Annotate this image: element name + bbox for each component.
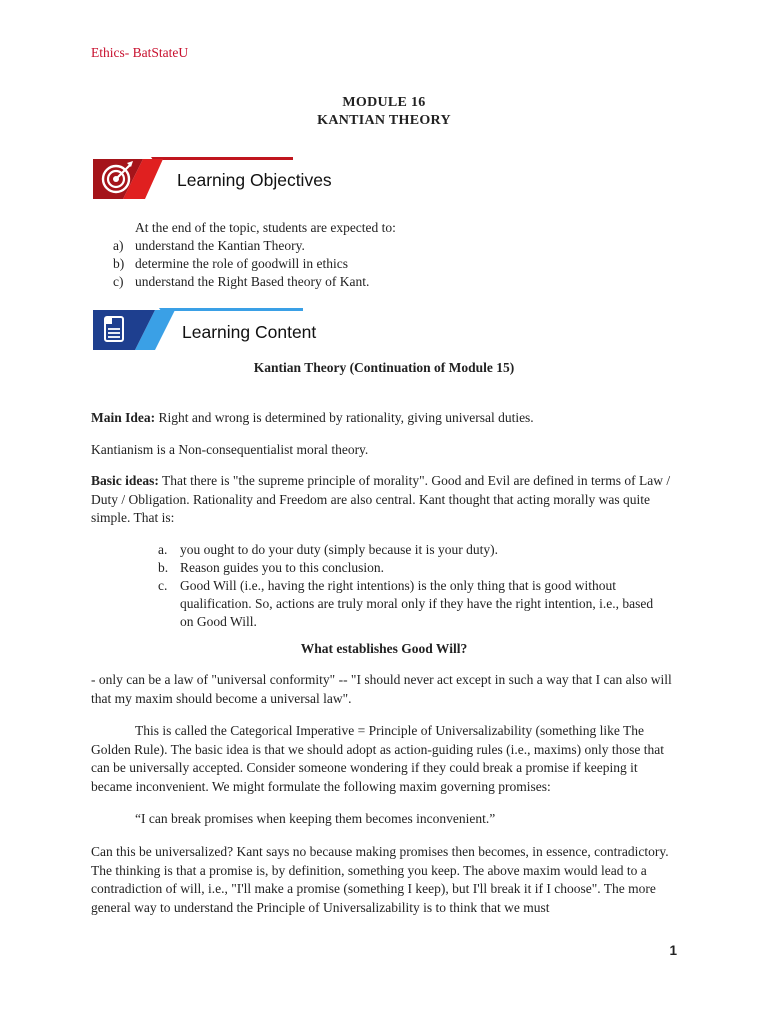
list-item-label: a) <box>113 238 124 253</box>
learning-content-banner <box>93 306 353 352</box>
basic-ideas-text: That there is "the supreme principle of morality". Good and Evil are defined in terms of Law / Duty / Obligation. Rationality and Freedom are also central. Kant thought that acting morally was quite simple. That is: <box>91 473 671 526</box>
main-idea-label: Main Idea: <box>91 410 156 425</box>
list-item-text: understand the Right Based theory of Kant. <box>135 274 370 289</box>
kantianism-paragraph: Kantianism is a Non-consequentialist moral theory. <box>91 442 369 457</box>
maxim-quote: “I can break promises when keeping them becomes inconvenient.” <box>135 811 496 826</box>
section-title: Kantian Theory (Continuation of Module 15) <box>253 360 515 375</box>
module-title: KANTIAN THEORY <box>317 113 451 128</box>
module-heading <box>0 94 768 130</box>
main-idea-text: Right and wrong is determined by rationality, giving universal duties. <box>155 410 534 425</box>
list-item-text: Good Will (i.e., having the right intentions) is the only thing that is good without qualification. So, actions are truly moral only if they have the right intention, i.e., based on Good Will. <box>180 578 654 629</box>
page-number: 1 <box>669 943 677 958</box>
list-item <box>113 273 673 291</box>
categorical-imperative-paragraph: This is called the Categorical Imperative = Principle of Universalizability (something like The Golden Rule). The basic idea is that we should adopt as action-guiding rules (i.e., maxims) only those that can be universally accepted. Consider someone wondering if they could break a promise if keeping it became inconvenient. We might formulate the following maxim governing promises: <box>91 723 665 795</box>
list-item-text: Reason guides you to this conclusion. <box>180 560 384 575</box>
list-item-text: you ought to do your duty (simply because it is your duty). <box>180 542 498 557</box>
learning-content-title: Learning Content <box>182 322 317 342</box>
good-will-paragraph: - only can be a law of "universal conformity" -- "I should never act except in such a way that I can also will that my maxim should become a universal law". <box>91 672 672 706</box>
objectives-intro: At the end of the topic, students are expected to: <box>135 220 396 235</box>
good-will-heading: What establishes Good Will? <box>300 641 468 656</box>
list-item-text: determine the role of goodwill in ethics <box>135 256 348 271</box>
universalized-paragraph: Can this be universalized? Kant says no because making promises then becomes, in essence, contradictory. The thinking is that a promise is, by definition, something you keep. The above maxim would lead to a contradiction of will, i.e., "I'll make a promise (something I keep), but I'll break it if I choose". The more general way to understand the Principle of Universalizability is to think that we must <box>91 844 669 916</box>
learning-objectives-title: Learning Objectives <box>177 170 332 190</box>
learning-objectives-banner <box>93 155 353 201</box>
list-item <box>113 237 673 255</box>
basic-ideas-paragraph <box>91 472 681 528</box>
list-item-text: understand the Kantian Theory. <box>135 238 305 253</box>
module-number: MODULE 16 <box>342 95 426 110</box>
list-item-label: b. <box>158 560 169 575</box>
list-item-label: c) <box>113 274 124 289</box>
basic-ideas-label: Basic ideas: <box>91 473 159 488</box>
list-item-label: c. <box>158 578 168 593</box>
list-item <box>113 255 673 273</box>
header-source: Ethics- BatStateU <box>91 45 189 60</box>
list-item-label: a. <box>158 542 168 557</box>
list-item-label: b) <box>113 256 125 271</box>
main-idea-paragraph <box>91 409 681 428</box>
